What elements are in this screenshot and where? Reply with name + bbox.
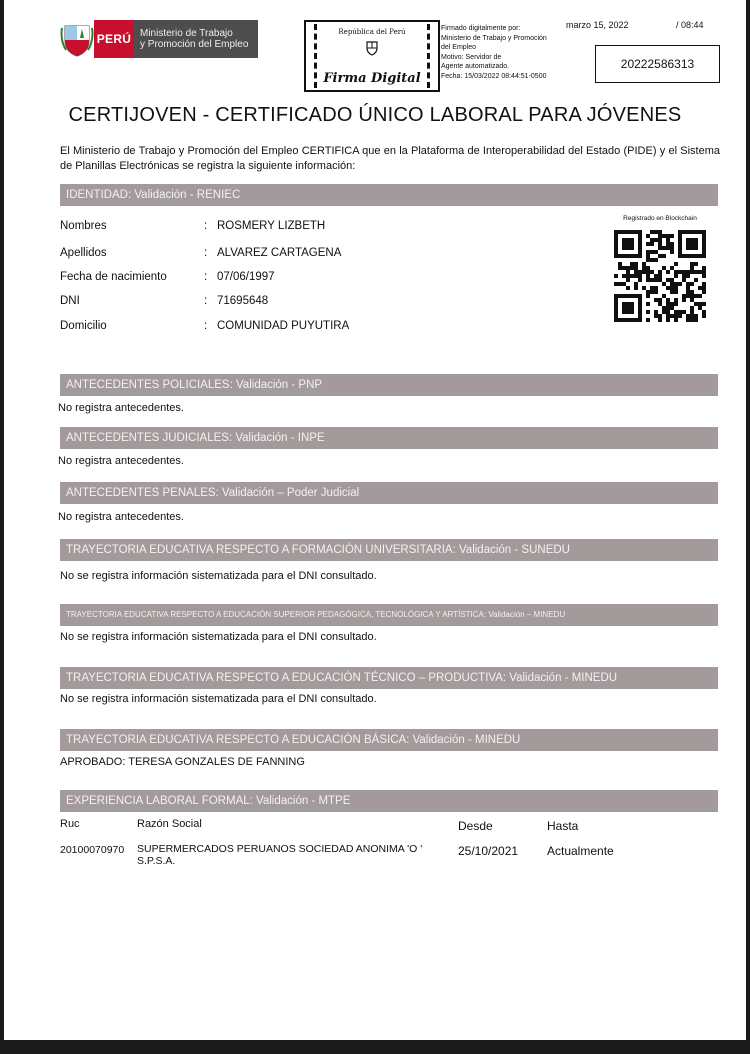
signature-info-line: Motivo: Servidor de	[441, 53, 502, 61]
signature-info-line: Fecha: 15/03/2022 08:44:51-0500	[441, 72, 547, 80]
identity-section-header: IDENTIDAD: Validación - RENIEC	[60, 184, 718, 206]
judicial-records-text: No registra antecedentes.	[58, 455, 184, 467]
razon-social-line: SUPERMERCADOS PERUANOS SOCIEDAD ANONIMA 'O '	[137, 843, 423, 855]
blockchain-label: Registrado en Blockchain	[623, 215, 697, 222]
certificate-number: 20222586313	[595, 45, 720, 83]
identity-label: Domicilio	[60, 320, 107, 332]
higher-education-text: No se registra información sistematizada para el DNI consultado.	[60, 631, 377, 643]
employment-razon-social	[137, 843, 422, 867]
identity-label: Nombres	[60, 220, 107, 232]
identity-value: 71695648	[217, 295, 269, 307]
criminal-records-header: ANTECEDENTES PENALES: Validación – Poder Judicial	[60, 482, 718, 504]
university-education-text: No se registra información sistematizada para el DNI consultado.	[60, 570, 377, 582]
identity-colon: :	[204, 271, 208, 283]
column-header-razon-social: Razón Social	[137, 818, 202, 830]
employment-header: EXPERIENCIA LABORAL FORMAL: Validación - MTPE	[60, 790, 718, 812]
seal-firma-digital-text: Firma Digital	[323, 71, 421, 86]
judicial-records-header: ANTECEDENTES JUDICIALES: Validación - INPE	[60, 427, 718, 449]
criminal-records-text: No registra antecedentes.	[58, 511, 184, 523]
issue-date: marzo 15, 2022	[566, 20, 629, 30]
signature-info-line: del Empleo	[441, 44, 477, 51]
signature-info-line: Ministerio de Trabajo y Promoción	[441, 34, 547, 42]
police-records-text: No registra antecedentes.	[58, 402, 184, 414]
employment-hasta: Actualmente	[547, 844, 614, 858]
identity-value: 07/06/1997	[217, 271, 275, 283]
employment-ruc: 20100070970	[60, 844, 125, 856]
identity-label: Apellidos	[60, 247, 107, 259]
national-shield-icon	[364, 40, 380, 61]
technical-education-text: No se registra información sistematizada para el DNI consultado.	[60, 693, 377, 705]
identity-value: COMUNIDAD PUYUTIRA	[217, 320, 350, 332]
basic-education-text: APROBADO: TERESA GONZALES DE FANNING	[60, 756, 305, 768]
ministry-line-2: y Promoción del Empleo	[140, 39, 249, 50]
certificate-page	[4, 0, 746, 1040]
seal-republic-text: República del Perú	[338, 28, 406, 36]
signature-info-line: Firmado digitalmente por:	[441, 25, 521, 32]
issue-time: / 08:44	[676, 20, 704, 30]
column-header-ruc: Ruc	[60, 818, 80, 830]
employment-desde: 25/10/2021	[458, 844, 519, 858]
identity-colon: :	[204, 220, 208, 232]
ministry-label	[134, 20, 258, 58]
column-header-desde: Desde	[458, 819, 493, 833]
identity-value: ALVAREZ CARTAGENA	[217, 247, 342, 259]
page-title: CERTIJOVEN - CERTIFICADO ÚNICO LABORAL PARA JÓVENES	[68, 104, 682, 126]
peru-coat-of-arms-icon	[60, 20, 94, 58]
identity-label: DNI	[60, 295, 80, 307]
signature-info-line: Agente automatizado.	[441, 63, 510, 70]
identity-label: Fecha de nacimiento	[60, 271, 167, 283]
higher-education-header: TRAYECTORIA EDUCATIVA RESPECTO A EDUCACIÓN SUPERIOR PEDAGÓGICA, TECNOLÓGICA Y ARTÍSTICA: Validación – MINEDU	[60, 604, 718, 626]
column-header-hasta: Hasta	[547, 819, 579, 833]
identity-value: ROSMERY LIZBETH	[217, 220, 326, 232]
signature-info	[441, 24, 571, 81]
basic-education-header: TRAYECTORIA EDUCATIVA RESPECTO A EDUCACIÓN BÁSICA: Validación - MINEDU	[60, 729, 718, 751]
identity-colon: :	[204, 295, 208, 307]
university-education-header: TRAYECTORIA EDUCATIVA RESPECTO A FORMACIÓN UNIVERSITARIA: Validación - SUNEDU	[60, 539, 718, 561]
ministry-line-1: Ministerio de Trabajo	[140, 28, 233, 39]
qr-code-icon	[614, 230, 706, 322]
identity-colon: :	[204, 320, 208, 332]
peru-label: PERÚ	[94, 20, 134, 58]
intro-paragraph: El Ministerio de Trabajo y Promoción del Empleo CERTIFICA que en la Plataforma de Interoperabilidad del Estado (PIDE) y el Sistema de Planillas Electrónicas se registra la siguiente información:	[60, 145, 720, 172]
razon-social-line: S.P.S.A.	[137, 855, 176, 867]
identity-colon: :	[204, 247, 208, 259]
technical-education-header: TRAYECTORIA EDUCATIVA RESPECTO A EDUCACIÓN TÉCNICO – PRODUCTIVA: Validación - MINEDU	[60, 667, 718, 689]
ministry-logo	[60, 20, 258, 58]
police-records-header: ANTECEDENTES POLICIALES: Validación - PNP	[60, 374, 718, 396]
digital-signature-seal	[304, 20, 440, 92]
